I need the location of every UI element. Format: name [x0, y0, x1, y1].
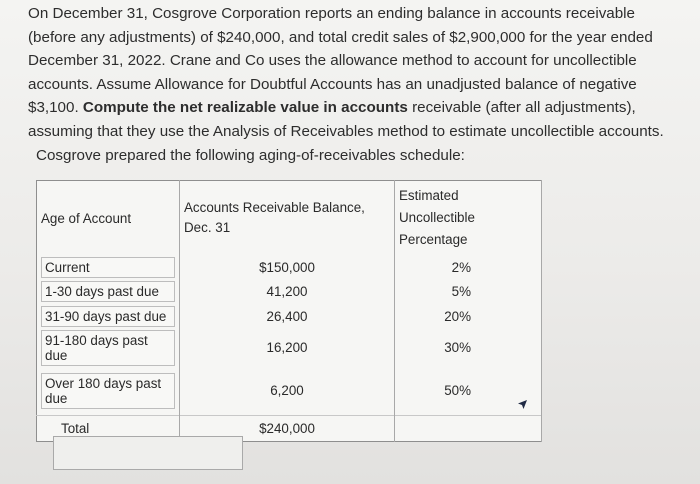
row-percentage: 50%: [395, 367, 542, 416]
question-part-2: receivable (after all adjustments), assuming that they use the Analysis of Receivables method to estimate uncollectible accounts.: [28, 99, 664, 140]
table-row: [37, 280, 542, 305]
row-age-label: 91-180 days past due: [41, 330, 175, 366]
header-ar-line-2: Dec. 31: [184, 220, 231, 235]
schedule-intro: Cosgrove prepared the following aging-of-receivables schedule:: [36, 147, 465, 164]
row-balance: 16,200: [180, 329, 395, 367]
question-bold-instruction: Compute the net realizable value in accounts: [82, 99, 408, 117]
total-balance: $240,000: [180, 415, 395, 441]
row-balance: 41,200: [180, 280, 395, 305]
row-percentage: 30%: [395, 329, 542, 367]
row-age-label: Current: [41, 257, 175, 278]
question-part-1: On December 31, Cosgrove Corporation reports an ending balance in accounts receivable (before any adjustments) of $240,000, and total credit sales of $2,900,000 for the year ended December 31, 2022. Crane and Co uses the allowance method to account for uncollectible accounts. Assume Allowance for Doubtful Accounts has an unadjusted balance of negative $3,100.: [28, 5, 653, 117]
table-row: [37, 255, 542, 280]
answer-input[interactable]: [53, 436, 243, 470]
table-header-row: [37, 181, 542, 256]
row-percentage: 20%: [395, 304, 542, 329]
header-estimated-pct: [395, 181, 542, 256]
header-pct-line-2: Uncollectible: [399, 210, 475, 225]
header-ar-balance: [180, 181, 395, 256]
table-row: [37, 329, 542, 367]
row-balance: $150,000: [180, 255, 395, 280]
row-age-label: 1-30 days past due: [41, 281, 175, 302]
header-ar-line-1: Accounts Receivable Balance,: [184, 200, 365, 215]
mouse-pointer-icon: [516, 399, 528, 411]
row-balance: 26,400: [180, 304, 395, 329]
question-text: [28, 2, 668, 144]
header-pct-line-3: Percentage: [399, 232, 468, 247]
table-row: [37, 367, 542, 416]
total-percentage-empty: [395, 415, 542, 441]
row-percentage: 5%: [395, 280, 542, 305]
row-age-label: 31-90 days past due: [41, 306, 175, 327]
table-row: [37, 304, 542, 329]
header-pct-line-1: Estimated: [399, 188, 459, 203]
row-percentage: 2%: [395, 255, 542, 280]
aging-schedule-table: [36, 180, 542, 442]
row-age-label: Over 180 days past due: [41, 373, 175, 409]
header-age-of-account: Age of Account: [37, 181, 180, 256]
row-balance: 6,200: [180, 367, 395, 416]
total-label: Total: [61, 420, 90, 436]
